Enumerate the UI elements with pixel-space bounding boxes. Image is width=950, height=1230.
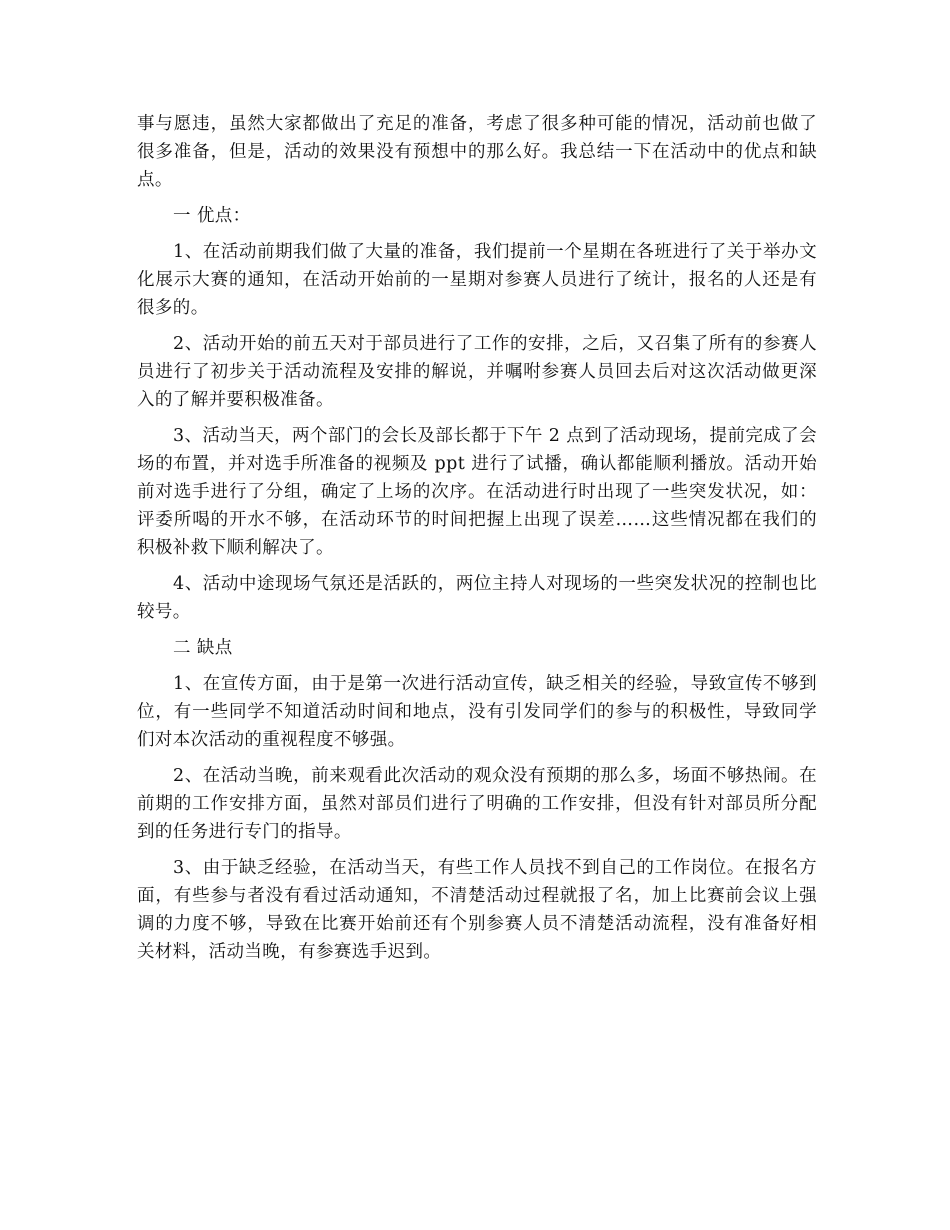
section-heading-advantages: 一 优点： [173, 206, 251, 226]
intro-paragraph: 事与愿违，虽然大家都做出了充足的准备，考虑了很多种可能的情况，活动前也做了很多准备，但是，活动的效果没有预想中的那么好。我总结一下在活动中的优点和缺点。 [137, 114, 817, 190]
advantage-paragraph-3: 3、活动当天，两个部门的会长及部长都于下午 2 点到了活动现场，提前完成了会场的布置，并对选手所准备的视频及 ppt 进行了试播，确认都能顺利播放。活动开始前对选手进行了分组，确定了上场的次序。在活动进行时出现了一些突发状况，如：评委所喝的开水不够，在活动环节的时间把握上出现了误差……这些情况都在我们的积极补救下顺利解决了。 [137, 426, 817, 558]
disadvantage-paragraph-3: 3、由于缺乏经验，在活动当天，有些工作人员找不到自己的工作岗位。在报名方面，有些参与者没有看过活动通知，不清楚活动过程就报了名，加上比赛前会议上强调的力度不够，导致在比赛开始前还有个别参赛人员不清楚活动流程，没有准备好相关材料，活动当晚，有参赛选手迟到。 [137, 858, 817, 962]
section-heading-disadvantages: 二 缺点 [173, 638, 233, 658]
disadvantage-paragraph-2: 2、在活动当晚，前来观看此次活动的观众没有预期的那么多，场面不够热闹。在前期的工作安排方面，虽然对部员们进行了明确的工作安排，但没有针对部员所分配到的任务进行专门的指导。 [137, 766, 817, 842]
disadvantage-paragraph-1: 1、在宣传方面，由于是第一次进行活动宣传，缺乏相关的经验，导致宣传不够到位，有一些同学不知道活动时间和地点，没有引发同学们的参与的积极性，导致同学们对本次活动的重视程度不够强。 [137, 674, 817, 750]
document-body [137, 110, 817, 974]
advantage-paragraph-2: 2、活动开始的前五天对于部员进行了工作的安排，之后，又召集了所有的参赛人员进行了初步关于活动流程及安排的解说，并嘱咐参赛人员回去后对这次活动做更深入的了解并要积极准备。 [137, 334, 817, 410]
advantage-paragraph-4: 4、活动中途现场气氛还是活跃的，两位主持人对现场的一些突发状况的控制也比较号。 [137, 574, 817, 622]
advantage-paragraph-1: 1、在活动前期我们做了大量的准备，我们提前一个星期在各班进行了关于举办文化展示大赛的通知，在活动开始前的一星期对参赛人员进行了统计，报名的人还是有很多的。 [137, 242, 817, 318]
